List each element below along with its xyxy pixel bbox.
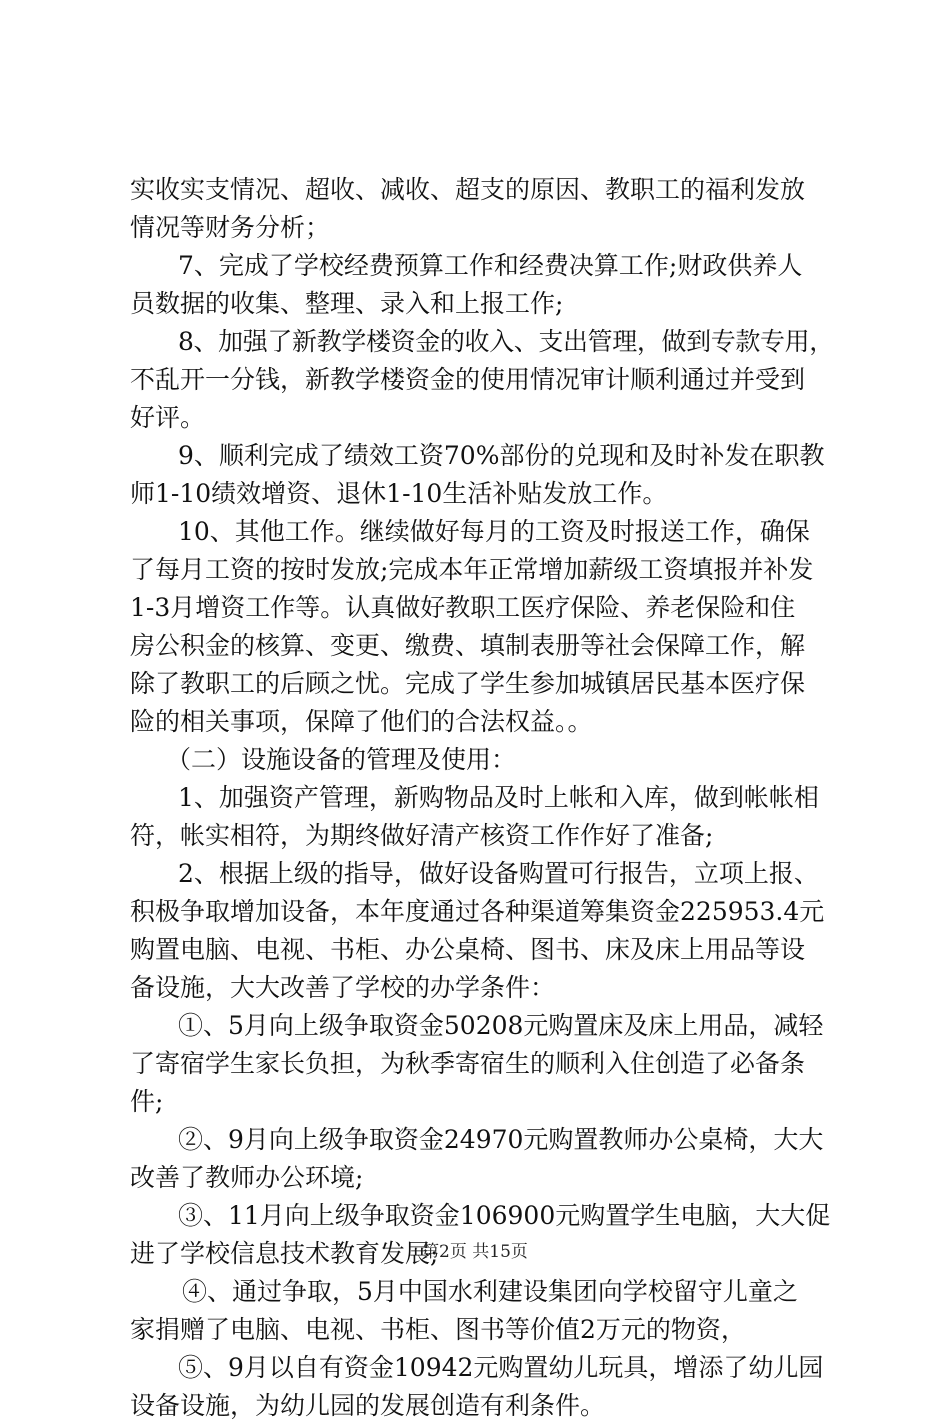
text-line: 2、根据上级的指导，做好设备购置可行报告，立项上报、 (178, 859, 819, 888)
text-line: 情况等财务分析； (130, 213, 331, 242)
text-line: ③、11月向上级争取资金106900元购置学生电脑，大大促 (178, 1201, 831, 1230)
text-line: 除了教职工的后顾之忧。完成了学生参加城镇居民基本医疗保 (130, 669, 806, 698)
document-body (130, 171, 834, 1425)
text-line: 房公积金的核算、变更、缴费、填制表册等社会保障工作，解 (130, 631, 806, 660)
text-line: 件; (130, 1087, 164, 1116)
text-line: 家捐赠了电脑、电视、书柜、图书等价值2万元的物资， (130, 1315, 746, 1344)
text-line: 了寄宿学生家长负担，为秋季寄宿生的顺利入住创造了必备条 (130, 1049, 806, 1078)
text-line: 险的相关事项，保障了他们的合法权益。。 (130, 707, 593, 736)
text-line: 9、顺利完成了绩效工资70%部份的兑现和及时补发在职教 (178, 441, 825, 470)
text-line: 了每月工资的按时发放;完成本年正常增加薪级工资填报并补发 (130, 555, 814, 584)
text-line: ②、9月向上级争取资金24970元购置教师办公桌椅，大大 (178, 1125, 824, 1154)
text-line: 购置电脑、电视、书柜、办公桌椅、图书、床及床上用品等设 (130, 935, 806, 964)
text-line: 10、其他工作。继续做好每月的工资及时报送工作，确保 (178, 517, 810, 546)
text-line: 进了学校信息技术教育发展; (130, 1239, 439, 1268)
page-number-footer: 第2页 共15页 (422, 1242, 528, 1262)
text-line: 符，帐实相符，为期终做好清产核资工作作好了准备; (130, 821, 714, 850)
text-line: 积极争取增加设备，本年度通过各种渠道筹集资金225953.4元 (130, 897, 825, 926)
text-line: 8、加强了新教学楼资金的收入、支出管理，做到专款专用， (178, 327, 834, 356)
text-line: 好评。 (130, 403, 206, 432)
text-line: 不乱开一分钱，新教学楼资金的使用情况审计顺利通过并受到 (130, 365, 806, 394)
text-line: 备设施，大大改善了学校的办学条件： (130, 973, 556, 1002)
text-line: ⑤、9月以自有资金10942元购置幼儿玩具，增添了幼儿园 (178, 1353, 824, 1382)
text-line: 师1-10绩效增资、退休1-10生活补贴发放工作。 (130, 479, 668, 508)
text-line: （二）设施设备的管理及使用： (166, 745, 517, 774)
text-line: 设备设施，为幼儿园的发展创造有利条件。 (130, 1391, 606, 1420)
text-line: 7、完成了学校经费预算工作和经费决算工作;财政供养人 (178, 251, 803, 280)
text-line: 员数据的收集、整理、录入和上报工作; (130, 289, 564, 318)
text-line: 1、加强资产管理，新购物品及时上帐和入库，做到帐帐相 (178, 783, 819, 812)
text-line: ①、5月向上级争取资金50208元购置床及床上用品，减轻 (178, 1011, 824, 1040)
text-line: 1-3月增资工作等。认真做好教职工医疗保险、养老保险和住 (130, 593, 796, 622)
text-line: 实收实支情况、超收、减收、超支的原因、教职工的福利发放 (130, 175, 806, 204)
text-line: ④、通过争取，5月中国水利建设集团向学校留守儿童之 (182, 1277, 798, 1306)
text-line: 改善了教师办公环境; (130, 1163, 364, 1192)
